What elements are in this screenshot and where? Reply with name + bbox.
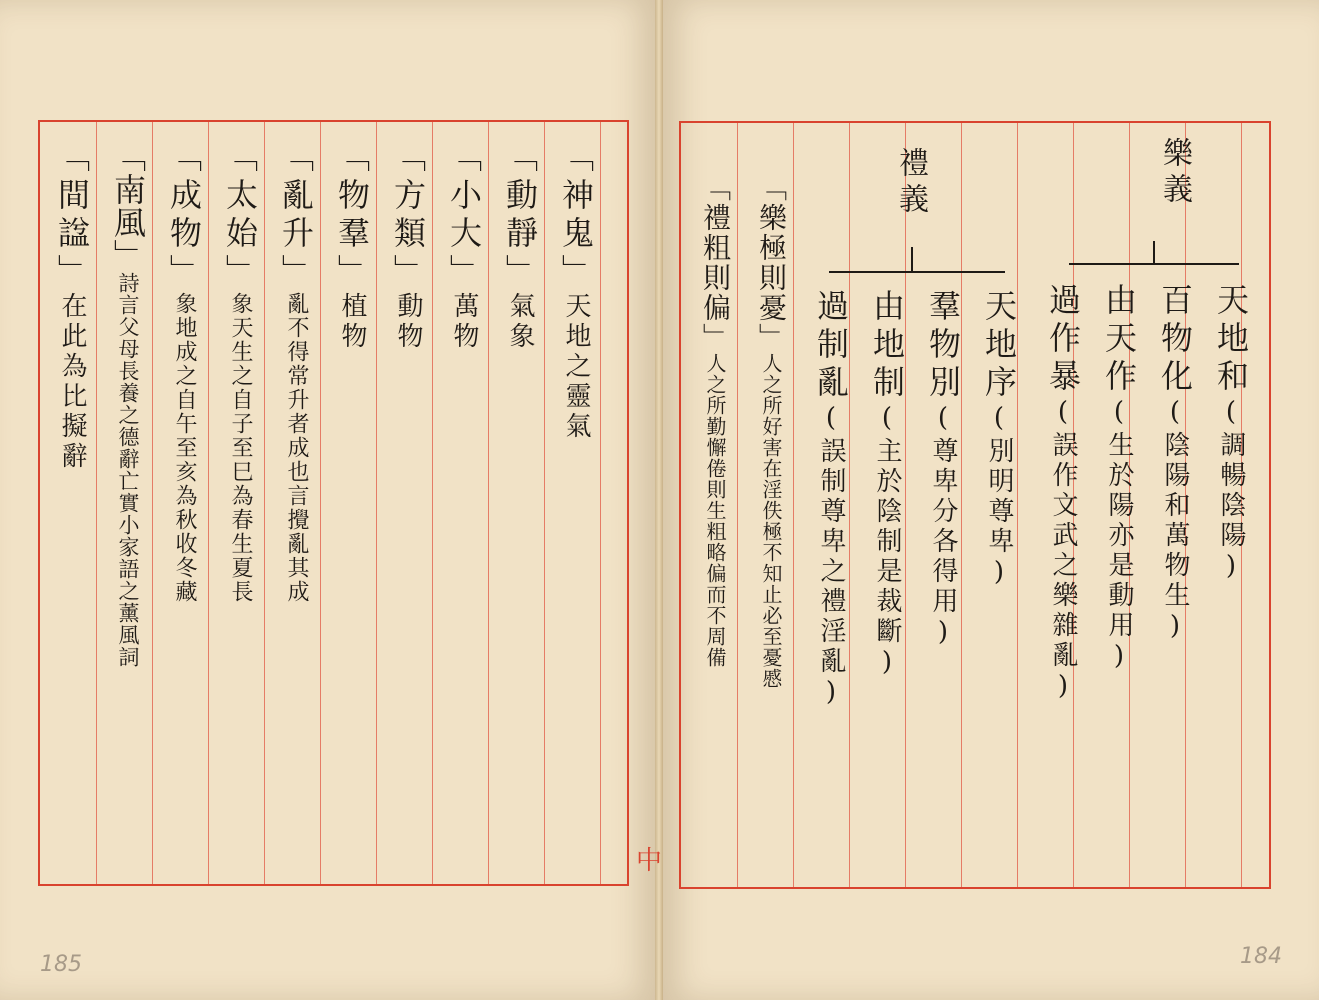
li-branch xyxy=(924,289,962,651)
column-rule xyxy=(376,122,377,884)
term: 「小大」 xyxy=(445,140,483,292)
term: 「神鬼」 xyxy=(557,140,595,292)
text-column xyxy=(165,140,203,604)
term: 「方類」 xyxy=(389,140,427,292)
column-rule xyxy=(600,122,601,884)
term: 「樂極則憂」 xyxy=(755,173,788,353)
note: 氣象 xyxy=(505,292,535,352)
column-rule xyxy=(432,122,433,884)
yue-branch xyxy=(1044,283,1082,705)
term: 「南風」 xyxy=(109,140,147,272)
column-rule xyxy=(1017,123,1018,887)
column-rule xyxy=(849,123,850,887)
left-page xyxy=(0,0,658,1000)
yue-branch xyxy=(1156,283,1194,645)
yue-branch xyxy=(1100,283,1138,675)
note: 象地成之自午至亥為秋收冬藏 xyxy=(172,292,197,604)
li-branch xyxy=(812,289,850,711)
page-number: 184 xyxy=(1240,944,1282,969)
li-branch xyxy=(980,289,1018,591)
term: 「動靜」 xyxy=(501,140,539,292)
column-rule xyxy=(264,122,265,884)
yue-heading: 樂義 xyxy=(1157,137,1192,209)
yue-branch xyxy=(1212,283,1250,585)
note: 人之所勤懈倦則生粗略偏而不周備 xyxy=(703,353,727,668)
column-rule xyxy=(152,122,153,884)
text-column xyxy=(221,140,259,604)
note: 亂不得常升者成也言攪亂其成 xyxy=(284,292,309,604)
term: 天地和 xyxy=(1212,283,1250,397)
term: 由天作 xyxy=(1100,283,1138,397)
li-branch xyxy=(868,289,906,681)
note: 在此為比擬辭 xyxy=(57,292,87,472)
term: 「亂升」 xyxy=(277,140,315,292)
note: 天地之靈氣 xyxy=(561,292,591,442)
term: 百物化 xyxy=(1156,283,1194,397)
note: (生於陽亦是動用) xyxy=(1104,397,1134,675)
right-page-frame xyxy=(679,121,1271,889)
gutter-mark: 中 xyxy=(636,846,663,876)
note: (誤制尊卑之禮淫亂) xyxy=(816,403,846,711)
text-column xyxy=(501,140,539,352)
text-column xyxy=(557,140,595,442)
term: 「間諡」 xyxy=(53,140,91,292)
text-column xyxy=(277,140,315,604)
text-column xyxy=(389,140,427,352)
column-rule xyxy=(905,123,906,887)
text-column xyxy=(333,140,371,352)
page-number: 185 xyxy=(40,952,82,977)
column-rule xyxy=(320,122,321,884)
note: (尊卑分各得用) xyxy=(928,403,958,651)
column-rule xyxy=(208,122,209,884)
li-bracket-stem xyxy=(911,247,913,271)
yue-bracket-stem xyxy=(1153,241,1155,263)
text-column xyxy=(53,140,91,472)
text-column xyxy=(109,140,147,668)
column-rule xyxy=(544,122,545,884)
term: 「成物」 xyxy=(165,140,203,292)
note: 象天生之自子至巳為春生夏長 xyxy=(228,292,253,604)
column-rule xyxy=(96,122,97,884)
note: 詩言父母長養之德辭亡實小家語之薰風詞 xyxy=(116,272,140,668)
li-heading: 禮義 xyxy=(893,147,928,219)
term: 羣物別 xyxy=(924,289,962,403)
yue-bracket-bar xyxy=(1069,263,1239,265)
li-bracket-bar xyxy=(829,271,1005,273)
text-column xyxy=(699,173,732,668)
term: 過制亂 xyxy=(812,289,850,403)
note: (調暢陰陽) xyxy=(1216,397,1246,585)
note: 人之所好害在淫佚極不知止必至憂慼 xyxy=(759,353,783,689)
text-column xyxy=(445,140,483,352)
note: (主於陰制是裁斷) xyxy=(872,403,902,681)
term: 「禮粗則偏」 xyxy=(699,173,732,353)
term: 天地序 xyxy=(980,289,1018,403)
note: (陰陽和萬物生) xyxy=(1160,397,1190,645)
term: 「物羣」 xyxy=(333,140,371,292)
column-rule xyxy=(737,123,738,887)
note: (別明尊卑) xyxy=(984,403,1014,591)
term: 過作暴 xyxy=(1044,283,1082,397)
note: 萬物 xyxy=(449,292,479,352)
column-rule xyxy=(793,123,794,887)
note: (誤作文武之樂雜亂) xyxy=(1048,397,1078,705)
note: 植物 xyxy=(337,292,367,352)
term: 由地制 xyxy=(868,289,906,403)
column-rule xyxy=(961,123,962,887)
note: 動物 xyxy=(393,292,423,352)
left-page-frame xyxy=(38,120,629,886)
text-column xyxy=(755,173,788,689)
term: 「太始」 xyxy=(221,140,259,292)
column-rule xyxy=(488,122,489,884)
